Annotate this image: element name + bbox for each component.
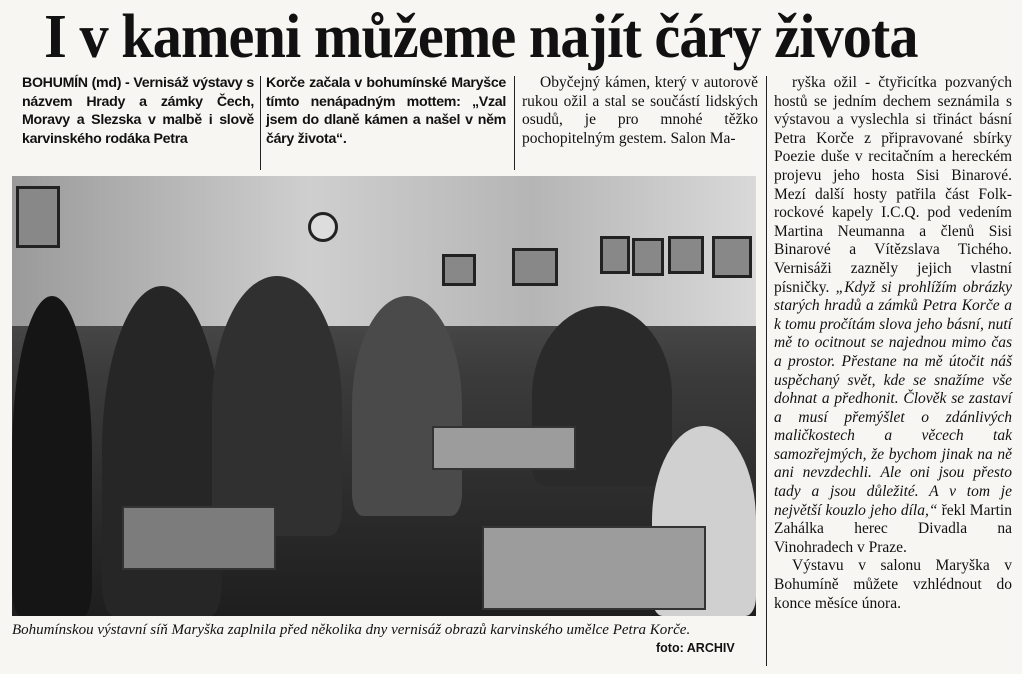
cafe-table [482, 526, 706, 610]
article-text: řekl Martin Zahálka herec Divadla na Vinohradech v Praze. [774, 501, 1012, 556]
painting-icon [668, 236, 704, 274]
clock-icon [308, 212, 338, 242]
article-photo [12, 176, 756, 616]
article-column-4 [774, 74, 1012, 613]
lead-paragraph-part2: Korče začala v bohumínské Maryšce tímto nenápadným mottem: „Vzal jsem do dlaně kámen a našel v něm čáry života“. [266, 75, 506, 147]
article-quote: „Když si prohlížím obrázky starých hradů a zámků Petra Korče a k tomu pročítám slova jeho básní, nutí mě to ocitnout se najednou mimo čas a prostor. Přestane na mě útočit náš uspěchaný svět, kde se snažíme vše dohnat a předhonit. Člověk se zastaví a musí přemýšlet o zdánlivých maličkostech a věcech tak samozřejmých, že bychom jinak na ně ani nevzdechli. Ale oni jsou přesto tady a jsou důležité. A v tom je největší kouzlo jeho díla,“ [774, 278, 1012, 519]
painting-icon [632, 238, 664, 276]
visitor-figure [212, 276, 342, 536]
article-paragraph [774, 74, 1012, 557]
article-text: ryška ožil - čtyřicítka pozvaných hostů se jedním dechem seznámila s výstavou a vyslechla si třináct básní Petra Korče z připravované sbírky Poezie duše v recitačním a hereckém projevu jeho hosta Sisi Binarové. Mezí další hosty patřila část Folk-rockové kapely I.C.Q. pod vedením Martina Neumanna a členů Sisi Binarové a Vítězslava Tichého. Vernisáži zazněly jejich vlastní písničky. [774, 74, 1012, 296]
column-divider [514, 76, 515, 170]
painting-icon [442, 254, 476, 286]
cafe-table [122, 506, 276, 570]
headline: I v kameni můžeme najít čáry života [44, 3, 918, 71]
visitor-figure [352, 296, 462, 516]
article-column-3: Obyčejný kámen, který v autorově rukou ožil a stal se součástí lidských osudů, je pro mnohé těžko pochopitelným gestem. Salon Ma- [522, 74, 758, 147]
photo-credit: foto: ARCHIV [656, 641, 735, 655]
column-divider [260, 76, 261, 170]
painting-icon [712, 236, 752, 278]
painting-icon [512, 248, 558, 286]
painting-icon [16, 186, 60, 248]
column-divider [766, 76, 767, 666]
visitor-figure [12, 296, 92, 616]
painting-icon [600, 236, 630, 274]
article-paragraph-closing: Výstavu v salonu Maryška v Bohumíně můžete vzhlédnout do konce měsíce února. [774, 557, 1012, 612]
lead-paragraph-part1: BOHUMÍN (md) - Vernisáž výstavy s názvem Hrady a zámky Čech, Moravy a Slezska v malbě i slově karvinského rodáka Petra [22, 75, 254, 147]
photo-caption: Bohumínskou výstavní síň Maryška zaplnila před několika dny vernisáž obrazů karvinského umělce Petra Korče. [12, 622, 691, 638]
cafe-table [432, 426, 576, 470]
